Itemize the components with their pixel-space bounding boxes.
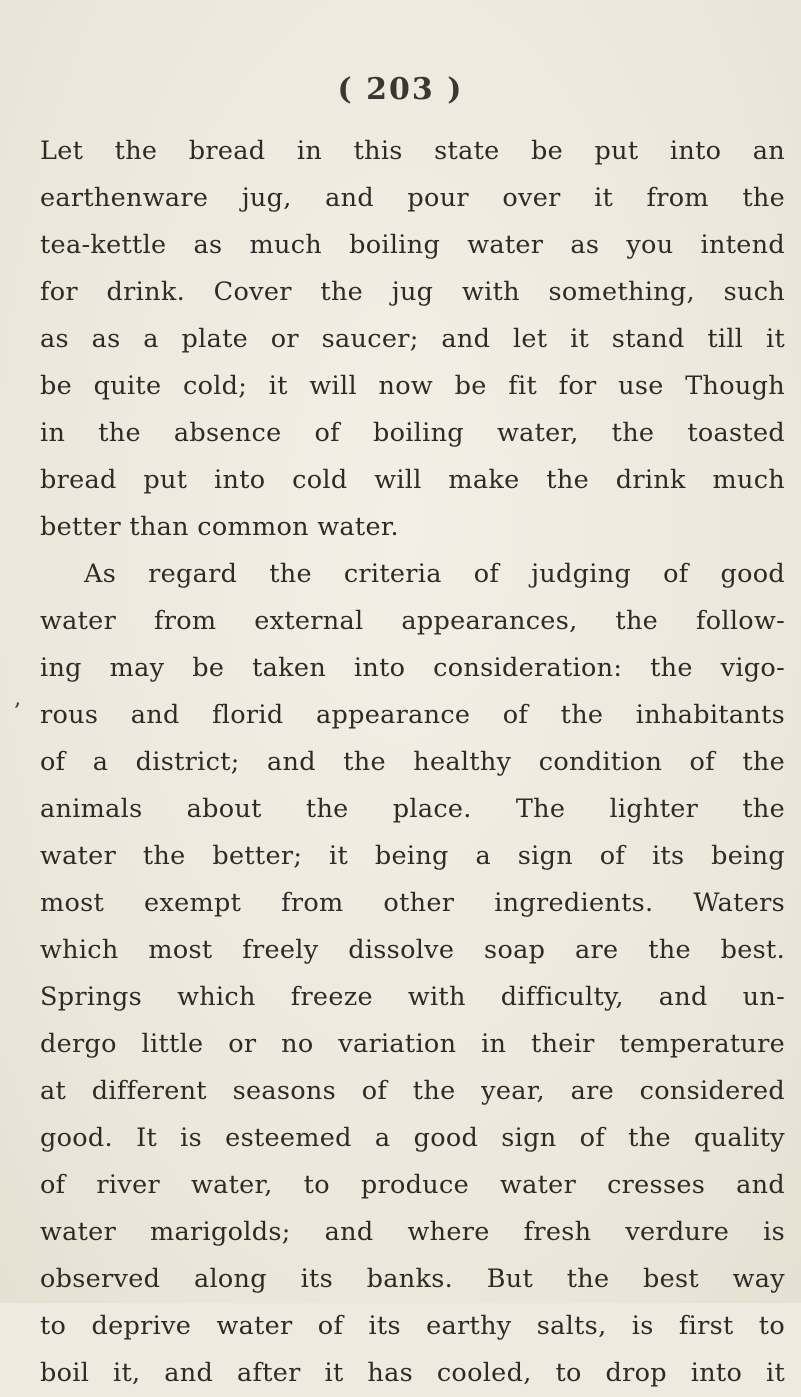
text-line: as as a plate or saucer; and let it stand till it <box>40 324 785 354</box>
margin-ink-mark: ‚ <box>14 686 21 711</box>
text-line: of river water, to produce water cresses and <box>40 1170 785 1200</box>
text-line: bread put into cold will make the drink much <box>40 465 785 495</box>
text-line: in the absence of boiling water, the toasted <box>40 418 785 448</box>
text-line: water the better; it being a sign of its being <box>40 841 785 871</box>
text-line: at different seasons of the year, are considered <box>40 1076 785 1106</box>
text-line: animals about the place. The lighter the <box>40 794 785 824</box>
paragraph-start-line: As regard the criteria of judging of good <box>84 559 785 589</box>
text-line: Let the bread in this state be put into an <box>40 136 785 166</box>
text-line: earthenware jug, and pour over it from the <box>40 183 785 213</box>
text-line: to deprive water of its earthy salts, is first to <box>40 1311 785 1341</box>
text-line: which most freely dissolve soap are the best. <box>40 935 785 965</box>
text-line: rous and florid appearance of the inhabitants <box>40 700 785 730</box>
text-line: for drink. Cover the jug with something, such <box>40 277 785 307</box>
text-line: most exempt from other ingredients. Waters <box>40 888 785 918</box>
text-line: water marigolds; and where fresh verdure is <box>40 1217 785 1247</box>
text-line: boil it, and after it has cooled, to drop into it <box>40 1358 785 1388</box>
text-line: good. It is esteemed a good sign of the quality <box>40 1123 785 1153</box>
page-number: ( 203 ) <box>337 72 464 107</box>
text-line: better than common water. <box>40 512 399 542</box>
text-line: be quite cold; it will now be fit for use Though <box>40 371 785 401</box>
body-text <box>40 128 785 1397</box>
text-line: water from external appearances, the follow- <box>40 606 785 636</box>
text-line: observed along its banks. But the best way <box>40 1264 785 1294</box>
text-line: dergo little or no variation in their temperature <box>40 1029 785 1059</box>
text-line: of a district; and the healthy condition of the <box>40 747 785 777</box>
text-line: tea-kettle as much boiling water as you intend <box>40 230 785 260</box>
text-line: Springs which freeze with difficulty, and un- <box>40 982 785 1012</box>
text-line: ing may be taken into consideration: the vigo- <box>40 653 785 683</box>
